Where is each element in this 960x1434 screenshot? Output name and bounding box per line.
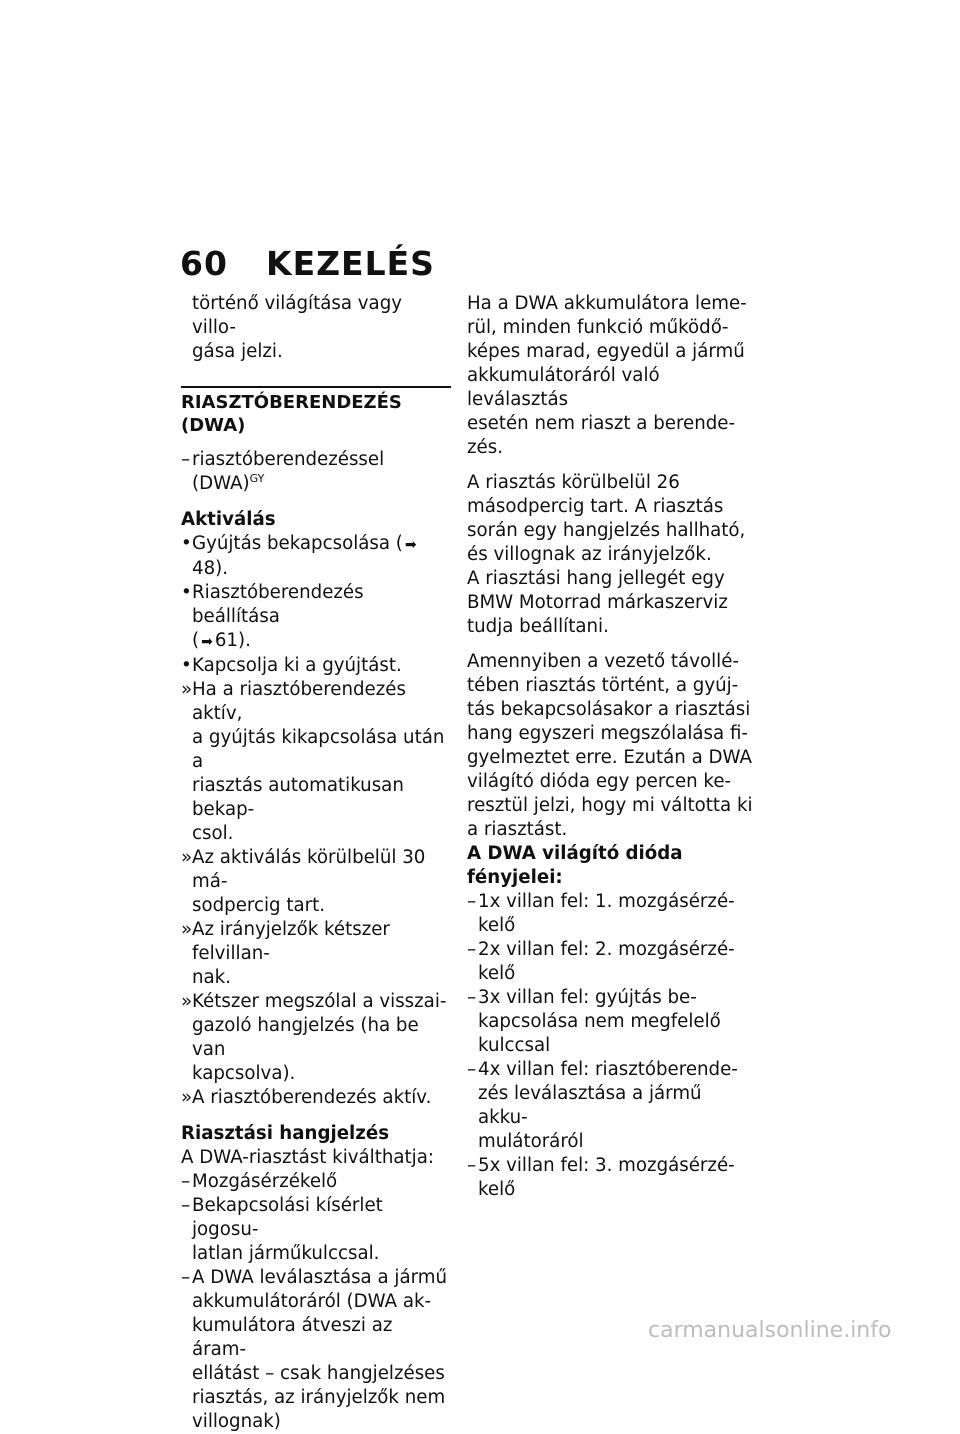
list-item: – riasztóberendezéssel (DWA)$^{GY}$ [181,449,385,494]
result-item: » Az aktiválás körülbelül 30 má- sodpercig tart. [181,847,426,916]
list-item: – 3x villan fel: gyújtás be- kapcsolása nem megfelelő kulccsal [467,987,721,1056]
list-item: – A DWA leválasztása a jármű akkumulátoráról (DWA ak- kumulátora átveszi az áram- ellátást – csak hangjelzéses riasztás, az irányjelzők nem villognak) [181,1267,448,1432]
result-item: » Ha a riasztóberendezés aktív, a gyújtás kikapcsolása után a riasztás automatikusan bekap- csol. [181,679,445,844]
chapter-title: KEZELÉS [266,244,435,283]
page-reference-arrow-icon: ➡ [201,634,213,650]
list-item: • Riasztóberendezés beállítása ( ➡ 61). [181,581,451,654]
page-number: 60 [180,244,228,283]
watermark: carmanualsonline.info [648,1318,892,1343]
result-item: » Kétszer megszólal a visszai- gazoló hangjelzés (ha be van kapcsolva). [181,991,447,1084]
list-item: – 5x villan fel: 3. mozgásérzé- kelő [467,1155,735,1200]
led-heading: A DWA világító dióda fényjelei: [467,843,683,888]
list-item: – 2x villan fel: 2. mozgásérzé- kelő [467,939,735,984]
paragraph: Ha a DWA akkumulátora leme- rül, minden funkció működő- képes marad, egyedül a jármű akkumulátoráról való leválasztás esetén nem riaszt a berende- zés. [467,293,747,458]
result-item: » Az irányjelzők kétszer felvillan- nak. [181,919,390,988]
list-item: – Bekapcsolási kísérlet jogosu- latlan járműkulccsal. [181,1195,383,1264]
section-title: RIASZTÓBERENDEZÉS (DWA) [181,386,451,437]
list-item: • Gyújtás bekapcsolása ( ➡48). [181,533,417,579]
country-code: GY [249,472,265,485]
list-item: – Mozgásérzékelő [181,1171,338,1192]
list-item: – 1x villan fel: 1. mozgásérzé- kelő [467,891,735,936]
list-item: • Kapcsolja ki a gyújtást. [181,655,402,676]
paragraph: A riasztás körülbelül 26 másodpercig tart. A riasztás során egy hangjelzés hallható, és villognak az irányjelzők. A riasztási hang jellegét egy BMW Motorrad márkaszerviz tudja beállítani. [467,472,746,637]
alarm-intro: A DWA-riasztást kiválthatja: [181,1147,434,1168]
intro-text: történő világítása vagy villo- gása jelzi. [192,293,402,362]
list-item: – 4x villan fel: riasztóberende- zés leválasztása a jármű akku- mulátoráról [467,1059,738,1152]
activation-heading: Aktiválás [181,509,276,530]
left-column [181,292,451,1434]
page-header [180,244,435,283]
paragraph: Amennyiben a vezető távollé- tében riasztás történt, a gyúj- tás bekapcsolásakor a riasztási hang egyszeri megszólalása fi- gyelmeztet erre. Ezután a DWA világító dióda egy percen ke- resztül jelzi, hogy mi váltotta ki a riasztást. [467,651,753,840]
alarm-heading: Riasztási hangjelzés [181,1123,390,1144]
right-column [467,292,757,1202]
page-reference-arrow-icon: ➡ [404,537,417,553]
result-item: » A riasztóberendezés aktív. [181,1087,432,1108]
